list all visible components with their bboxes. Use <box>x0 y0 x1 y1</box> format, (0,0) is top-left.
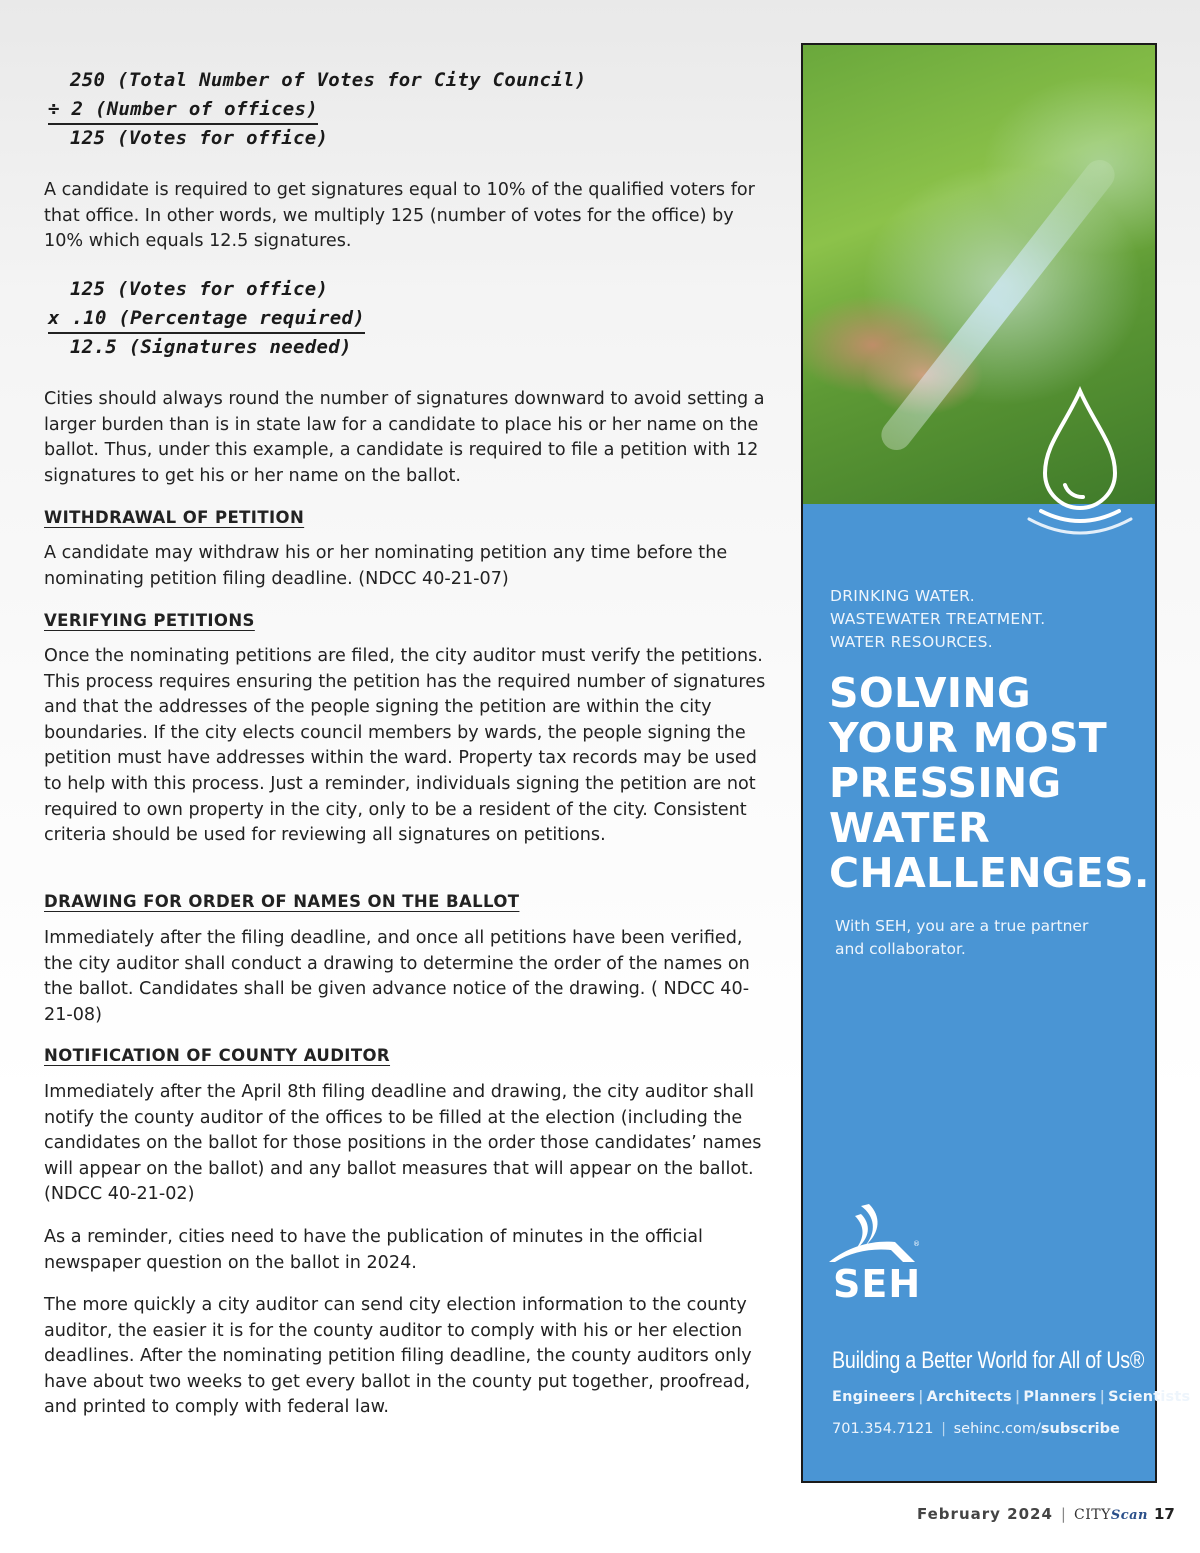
page-footer: February 2024 | CITYScan 17 <box>917 1505 1175 1523</box>
math-line-divisor: ÷ 2 (Number of offices) <box>48 96 318 125</box>
water-drop-icon <box>1025 385 1135 535</box>
headline-line: WATER <box>829 804 990 852</box>
profession: Planners <box>1023 1389 1097 1405</box>
water-hand-photo <box>803 45 1155 504</box>
section-body-notification: Immediately after the April 8th filing deadline and drawing, the city auditor shall notify the county auditor of the offices to be filled at the election (including the candidates on the ballot for those positions in the order those candidates’ names will appear on the ballot) and any ballot measures that will appear on the ballot. (NDCC 40-21-02) <box>44 1082 762 1205</box>
profession: Scientists <box>1108 1389 1191 1405</box>
section-heading-notification: NOTIFICATION OF COUNTY AUDITOR <box>44 1046 391 1065</box>
ad-professions: Engineers | Architects | Planners | Scientists <box>832 1389 1191 1405</box>
ad-contact: 701.354.7121 | sehinc.com/subscribe <box>832 1421 1120 1437</box>
magazine-name <box>1074 1507 1148 1523</box>
ad-services <box>830 585 1046 654</box>
section-body-verifying: Once the nominating petitions are filed, the city auditor must verify the petitions. This process requires ensuring the petition has the required number of signatures and that the addresses of the people signing the petition are within the city boundaries. If the city elects council members by wards, the people signing the petition must have addresses within the ward. Property tax records may be used to help with this process. Just a reminder, individuals signing the petition are not required to own property in the city, only to be a resident of the city. Consistent criteria should be used for reviewing all signatures on petitions. <box>44 646 766 846</box>
math-line: 125 (Votes for office) <box>70 278 329 300</box>
subtext-line: With SEH, you are a true partner <box>835 917 1089 935</box>
service-item: WASTEWATER TREATMENT. <box>830 610 1046 628</box>
seh-logo-text: SEH <box>833 1262 922 1306</box>
issue-date <box>917 1505 1053 1523</box>
ad-url[interactable] <box>954 1421 1120 1437</box>
url-path: subscribe <box>1040 1421 1120 1437</box>
subtext-line: and collaborator. <box>835 940 966 958</box>
url-prefix: sehinc.com/ <box>953 1421 1041 1437</box>
math-result: 12.5 (Signatures needed) <box>70 336 352 358</box>
ad-tagline: Building a Better World for All of Us® <box>832 1347 1145 1374</box>
section-heading-withdrawal: WITHDRAWAL OF PETITION <box>44 508 305 527</box>
ad-subtext <box>835 915 1088 961</box>
page-number: 17 <box>1154 1505 1175 1523</box>
section-heading-verifying: VERIFYING PETITIONS <box>44 611 255 630</box>
magazine-city: CITY <box>1073 1507 1111 1523</box>
section-body-drawing: Immediately after the filing deadline, and once all petitions have been verified, the city auditor shall conduct a drawing to determine the order of the names on the ballot. Candidates shall be given advance notice of the drawing. ( NDCC 40-21-08) <box>44 928 750 1025</box>
seh-logo-icon <box>825 1202 925 1270</box>
section-heading-drawing: DRAWING FOR ORDER OF NAMES ON THE BALLOT <box>44 892 520 911</box>
magazine-scan: Scan <box>1110 1508 1148 1523</box>
service-item: WATER RESOURCES. <box>830 633 993 651</box>
svg-text:®: ® <box>913 1240 920 1248</box>
paragraph: A candidate is required to get signatures equal to 10% of the qualified voters for that office. In other words, we multiply 125 (number of votes for the office) by 10% which equals 12.5 signatures. <box>44 180 755 252</box>
ad-headline <box>829 671 1150 896</box>
math-result: 125 (Votes for office) <box>70 127 329 149</box>
paragraph: As a reminder, cities need to have the publication of minutes in the official newspaper question on the ballot in 2024. <box>44 1227 703 1273</box>
section-body-withdrawal: A candidate may withdraw his or her nominating petition any time before the nominating petition filing deadline. (NDCC 40-21-07) <box>44 543 728 589</box>
profession: Engineers <box>832 1389 916 1405</box>
headline-line: CHALLENGES. <box>829 849 1150 897</box>
seh-advertisement[interactable] <box>801 43 1191 1483</box>
math-line-multiplier: x .10 (Percentage required) <box>48 305 365 334</box>
paragraph: The more quickly a city auditor can send city election information to the county auditor, the easier it is for the county auditor to comply with his or her election deadlines. After the nominating petition filing deadline, the county auditors only have about two weeks to get every ballot in the county put together, proofread, and printed to comply with federal law. <box>44 1295 752 1418</box>
ad-phone[interactable]: 701.354.7121 <box>832 1421 934 1437</box>
headline-line: YOUR MOST <box>829 714 1108 762</box>
service-item: DRINKING WATER. <box>830 587 975 605</box>
signature-calculation <box>48 275 365 362</box>
profession: Architects <box>926 1389 1012 1405</box>
paragraph: Cities should always round the number of signatures downward to avoid setting a larger burden than is in state law for a candidate to place his or her name on the ballot. Thus, under this example, a candidate is required to file a petition with 12 signatures to get his or her name on the ballot. <box>44 389 765 486</box>
math-line: 250 (Total Number of Votes for City Council) <box>70 69 587 91</box>
headline-line: PRESSING <box>829 759 1062 807</box>
headline-line: SOLVING <box>829 669 1031 717</box>
vote-calculation <box>48 66 587 153</box>
issue-month: February <box>917 1505 1001 1523</box>
issue-year: 2024 <box>1007 1505 1053 1523</box>
